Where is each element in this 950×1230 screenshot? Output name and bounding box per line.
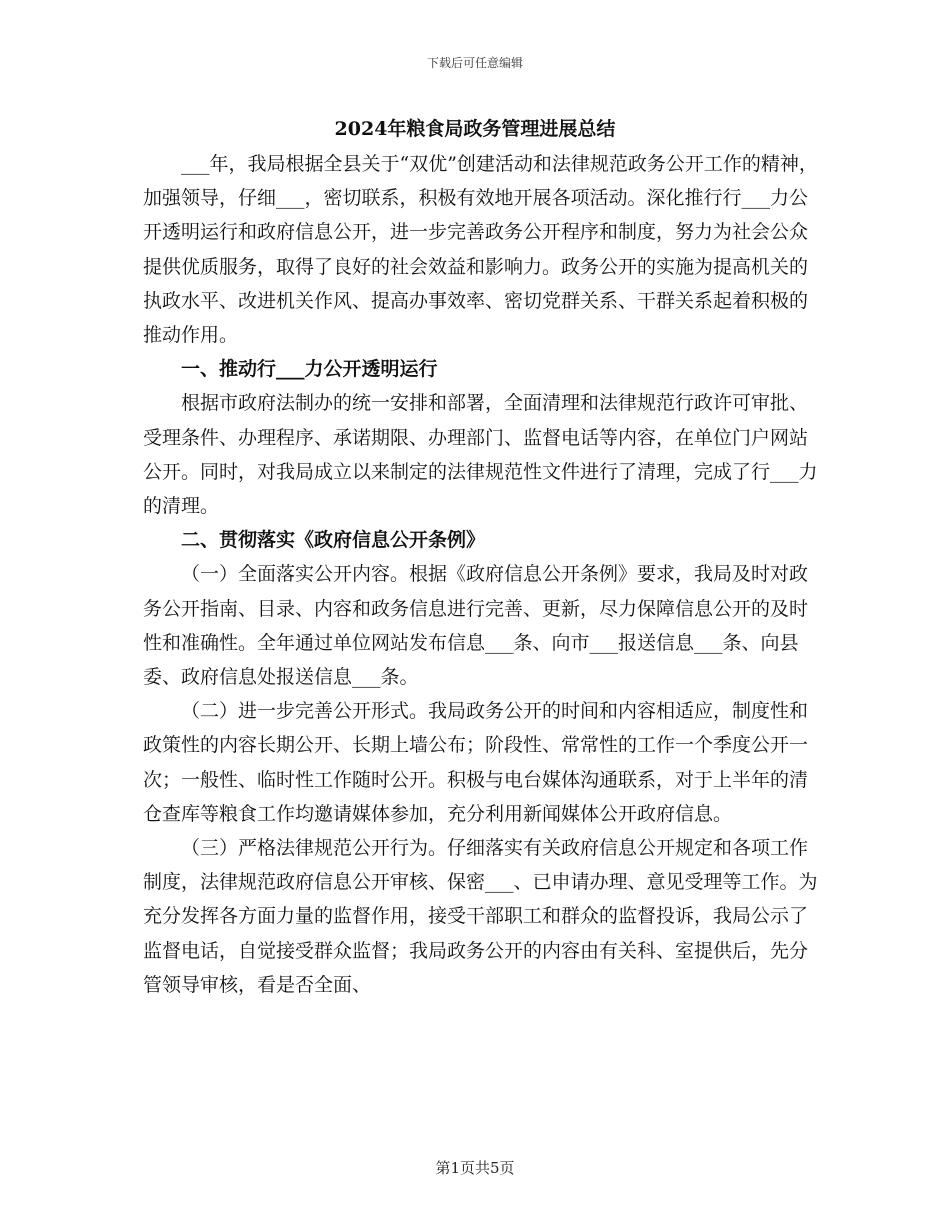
page-number-footer: 第1页共5页 <box>435 1159 515 1177</box>
intro-paragraph: ___年，我局根据全县关于“双优”创建活动和法律规范政务公开工作的精神，加强领导，仔细___，密切联系，积极有效地开展各项活动。深化推行行___力公开透明运行和政府信息公开，进一步完善政务公开程序和制度，努力为社会公众提供优质服务，取得了良好的社会效益和影响力。政务公开的实施为提高机关的执政水平、改进机关作风、提高办事效率、密切党群关系、干群关系起着积极的推动作用。 <box>143 153 818 347</box>
document-title: 2024年粮食局政务管理进展总结 <box>334 118 616 140</box>
header-note: 下载后可任意编辑 <box>426 56 523 70</box>
section-1-heading: 一、推动行___力公开透明运行 <box>181 358 438 381</box>
section-2-heading: 二、贯彻落实《政府信息公开条例》 <box>181 529 486 552</box>
section-2-item-3: （三）严格法律规范公开行为。仔细落实有关政府信息公开规定和各项工作制度，法律规范政府信息公开审核、保密___、已申请办理、意见受理等工作。为充分发挥各方面力量的监督作用，接受干部职工和群众的监督投诉，我局公示了监督电话，自觉接受群众监督；我局政务公开的内容由有关科、室提供后，先分管领导审核，看是否全面、 <box>143 837 818 996</box>
section-1-paragraph: 根据市政府法制办的统一安排和部署，全面清理和法律规范行政许可审批、受理条件、办理程序、承诺期限、办理部门、监督电话等内容，在单位门户网站公开。同时，对我局成立以来制定的法律规范性文件进行了清理，完成了行___力的清理。 <box>143 392 818 518</box>
section-2-item-2: （二）进一步完善公开形式。我局政务公开的时间和内容相适应，制度性和政策性的内容长期公开、长期上墙公布；阶段性、常常性的工作一个季度公开一次；一般性、临时性工作随时公开。积极与电台媒体沟通联系，对于上半年的清仓查库等粮食工作均邀请媒体参加，充分利用新闻媒体公开政府信息。 <box>143 700 809 825</box>
document-body <box>143 147 823 1002</box>
section-2-item-1: （一）全面落实公开内容。根据《政府信息公开条例》要求，我局及时对政务公开指南、目录、内容和政务信息进行完善、更新，尽力保障信息公开的及时性和准确性。全年通过单位网站发布信息___条、向市___报送信息___条、向县委、政府信息处报送信息___条。 <box>143 563 809 689</box>
